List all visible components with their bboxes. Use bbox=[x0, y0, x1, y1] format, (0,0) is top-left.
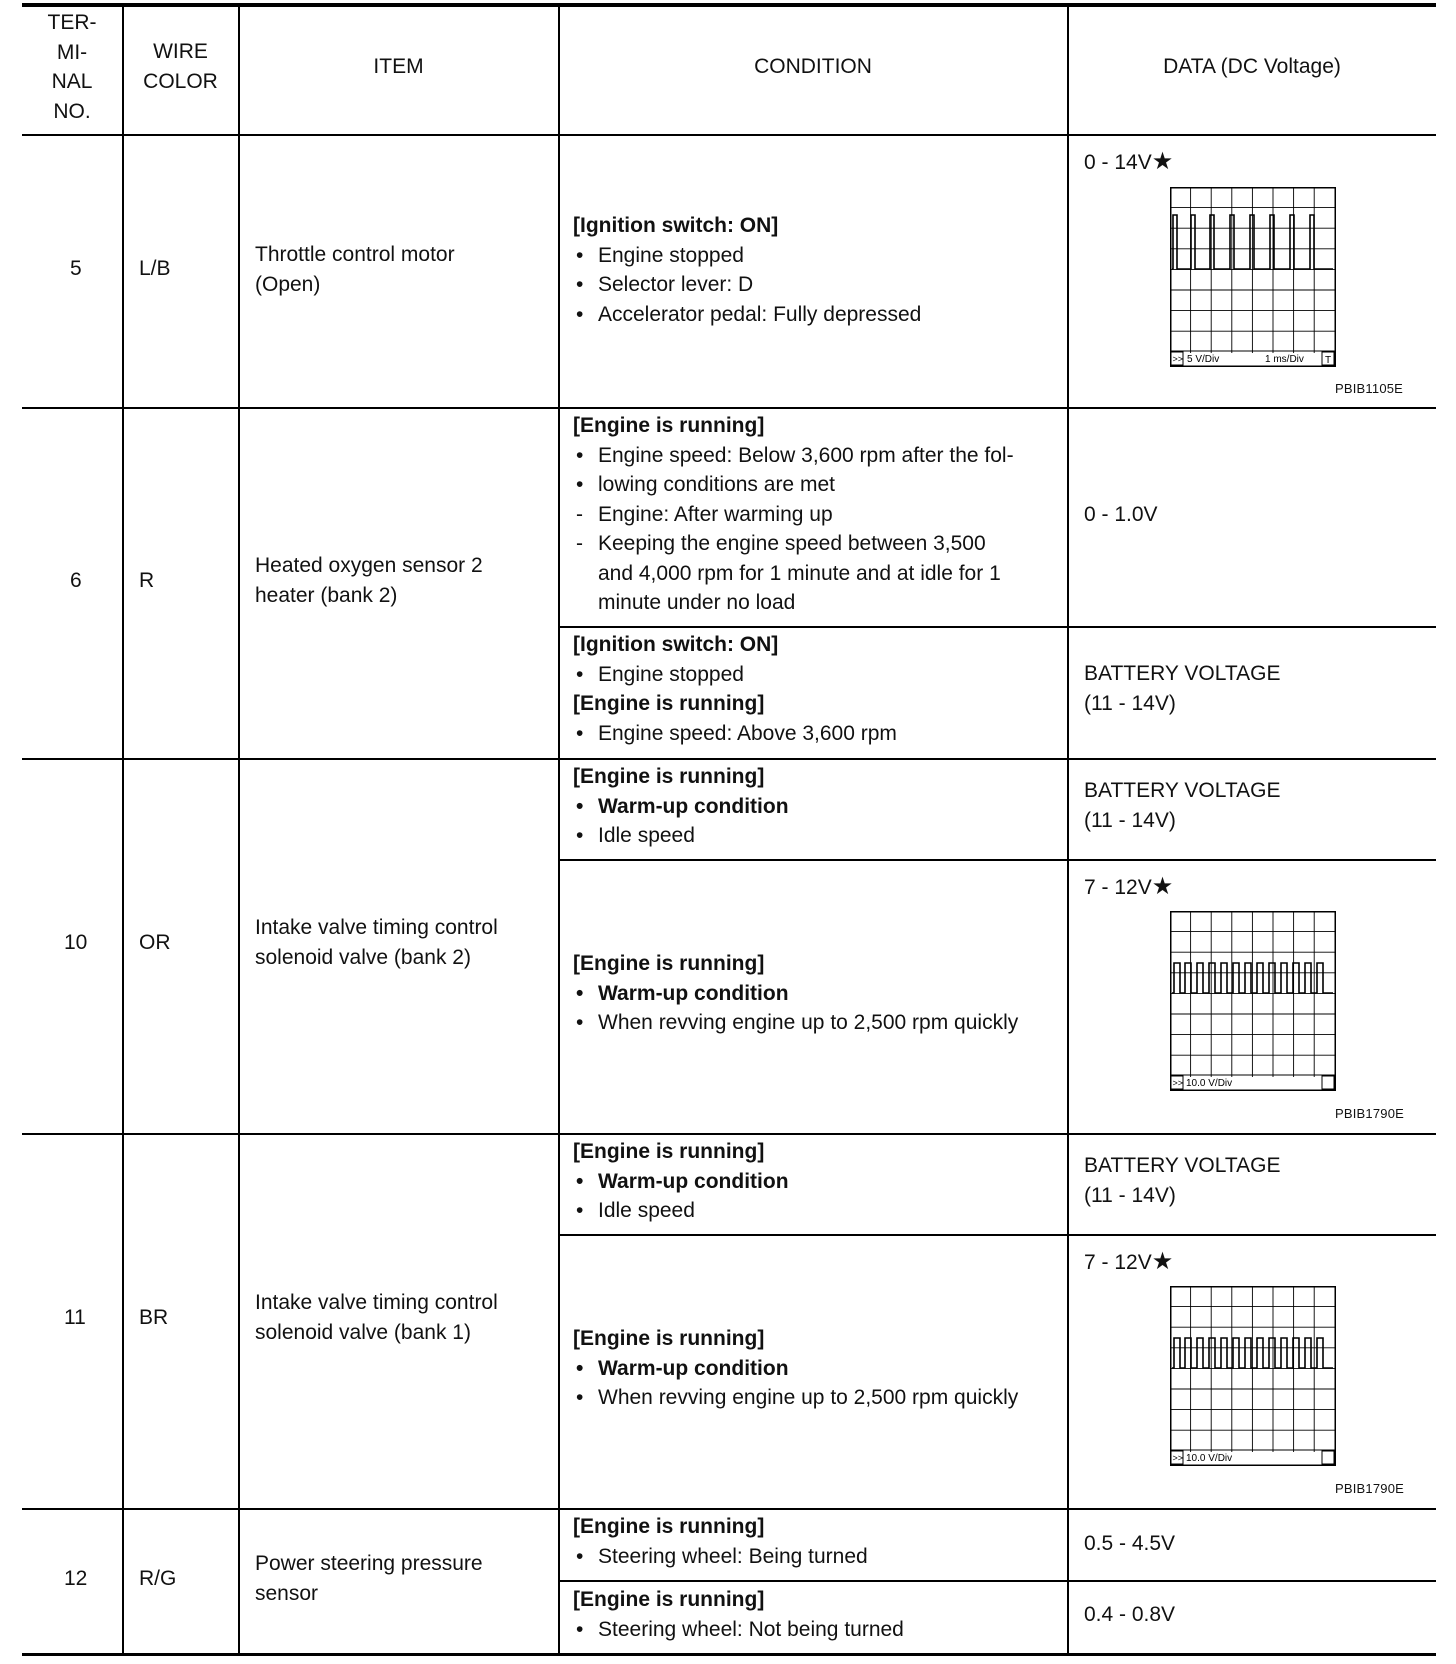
data-value: 7 - 12V★ bbox=[1084, 1248, 1174, 1275]
row-divider bbox=[22, 1133, 1436, 1135]
scope-vdiv-label: 5 V/Div bbox=[1187, 354, 1220, 365]
subrow-divider bbox=[558, 626, 1436, 628]
wire-color: R/G bbox=[139, 1567, 177, 1590]
table-bottom-rule bbox=[22, 1653, 1436, 1656]
figure-code: PBIB1790E bbox=[1335, 1106, 1405, 1121]
star-icon: ★ bbox=[1151, 148, 1174, 175]
row-divider bbox=[22, 134, 1436, 136]
condition-text: [Engine is running] • Engine speed: Below 3,600 rpm after the fol- • lowing conditions are met - Engine: After warming up - Keeping the engine speed between 3,500 and 4,000 rpm for 1 minute and at idle for 1 minute under no load bbox=[573, 411, 1063, 618]
terminal-no: 11 bbox=[64, 1306, 86, 1329]
subrow-divider bbox=[558, 859, 1436, 861]
data-value: BATTERY VOLTAGE (11 - 14V) bbox=[1084, 662, 1281, 715]
table-top-rule bbox=[22, 3, 1436, 7]
star-icon: ★ bbox=[1151, 873, 1174, 900]
oscilloscope-grid bbox=[1170, 187, 1336, 367]
row-divider bbox=[22, 407, 1436, 409]
item-text: Intake valve timing control solenoid valve (bank 2) bbox=[255, 916, 498, 969]
wire-color: BR bbox=[139, 1306, 169, 1329]
subrow-divider bbox=[558, 1234, 1436, 1236]
wire-color: OR bbox=[139, 931, 171, 954]
header-item: ITEM bbox=[373, 55, 424, 78]
item-text: Heated oxygen sensor 2 heater (bank 2) bbox=[255, 554, 483, 607]
terminal-no: 6 bbox=[70, 569, 82, 592]
oscilloscope-waveform bbox=[1170, 187, 1336, 367]
subrow-divider bbox=[558, 1580, 1436, 1582]
header-condition: CONDITION bbox=[754, 55, 872, 78]
header-wire-color: WIRE COLOR bbox=[143, 40, 218, 93]
condition-text: [Engine is running] • Steering wheel: Being turned bbox=[573, 1512, 1063, 1571]
item-text: Throttle control motor (Open) bbox=[255, 243, 455, 296]
terminal-no: 5 bbox=[70, 257, 82, 280]
header-data: DATA (DC Voltage) bbox=[1163, 55, 1341, 78]
data-value: 0 - 14V★ bbox=[1084, 148, 1174, 175]
data-value: BATTERY VOLTAGE (11 - 14V) bbox=[1084, 1154, 1281, 1207]
figure-code: PBIB1790E bbox=[1335, 1481, 1405, 1496]
data-value: 0.5 - 4.5V bbox=[1084, 1532, 1176, 1555]
scope-time-label: 1 ms/Div bbox=[1265, 354, 1304, 365]
star-icon: ★ bbox=[1151, 1248, 1174, 1275]
data-value: 7 - 12V★ bbox=[1084, 873, 1174, 900]
col-divider bbox=[238, 7, 240, 1653]
col-divider bbox=[1067, 7, 1069, 1653]
col-divider bbox=[558, 7, 560, 1653]
svg-text:T: T bbox=[1325, 355, 1332, 366]
oscilloscope-grid bbox=[1170, 911, 1336, 1091]
oscilloscope-waveform bbox=[1170, 1286, 1336, 1466]
header-terminal-no: TER- MI- NAL NO. bbox=[47, 11, 97, 123]
data-value: 0.4 - 0.8V bbox=[1084, 1603, 1176, 1626]
condition-text: [Engine is running] • Warm-up condition • Idle speed bbox=[573, 762, 1063, 851]
scope-vdiv-label: 10.0 V/Div bbox=[1186, 1078, 1233, 1089]
svg-text:>>: >> bbox=[1172, 354, 1184, 364]
figure-code: PBIB1105E bbox=[1335, 381, 1404, 396]
wire-color: L/B bbox=[139, 257, 171, 280]
row-divider bbox=[22, 1508, 1436, 1510]
item-text: Intake valve timing control solenoid valve (bank 1) bbox=[255, 1291, 498, 1344]
condition-text: [Ignition switch: ON] • Engine stopped • Selector lever: D • Accelerator pedal: Fully depressed bbox=[573, 211, 1063, 329]
oscilloscope-waveform bbox=[1170, 911, 1336, 1091]
svg-text:>>: >> bbox=[1172, 1453, 1184, 1463]
svg-text:>>: >> bbox=[1172, 1078, 1184, 1088]
data-value: BATTERY VOLTAGE (11 - 14V) bbox=[1084, 779, 1281, 832]
condition-text: [Engine is running] • Warm-up condition • When revving engine up to 2,500 rpm quickly bbox=[573, 1324, 1063, 1413]
data-value: 0 - 1.0V bbox=[1084, 503, 1158, 526]
condition-text: [Engine is running] • Warm-up condition • Idle speed bbox=[573, 1137, 1063, 1226]
scope-vdiv-label: 10.0 V/Div bbox=[1186, 1453, 1233, 1464]
wire-color: R bbox=[139, 569, 155, 592]
col-divider bbox=[122, 7, 124, 1653]
condition-text: [Ignition switch: ON] • Engine stopped [Engine is running] • Engine speed: Above 3,600 rpm bbox=[573, 630, 1063, 748]
condition-text: [Engine is running] • Warm-up condition • When revving engine up to 2,500 rpm quickly bbox=[573, 949, 1063, 1038]
terminal-no: 10 bbox=[64, 931, 88, 954]
oscilloscope-grid bbox=[1170, 1286, 1336, 1466]
condition-text: [Engine is running] • Steering wheel: Not being turned bbox=[573, 1585, 1063, 1644]
terminal-no: 12 bbox=[64, 1567, 88, 1590]
row-divider bbox=[22, 758, 1436, 760]
item-text: Power steering pressure sensor bbox=[255, 1552, 483, 1605]
